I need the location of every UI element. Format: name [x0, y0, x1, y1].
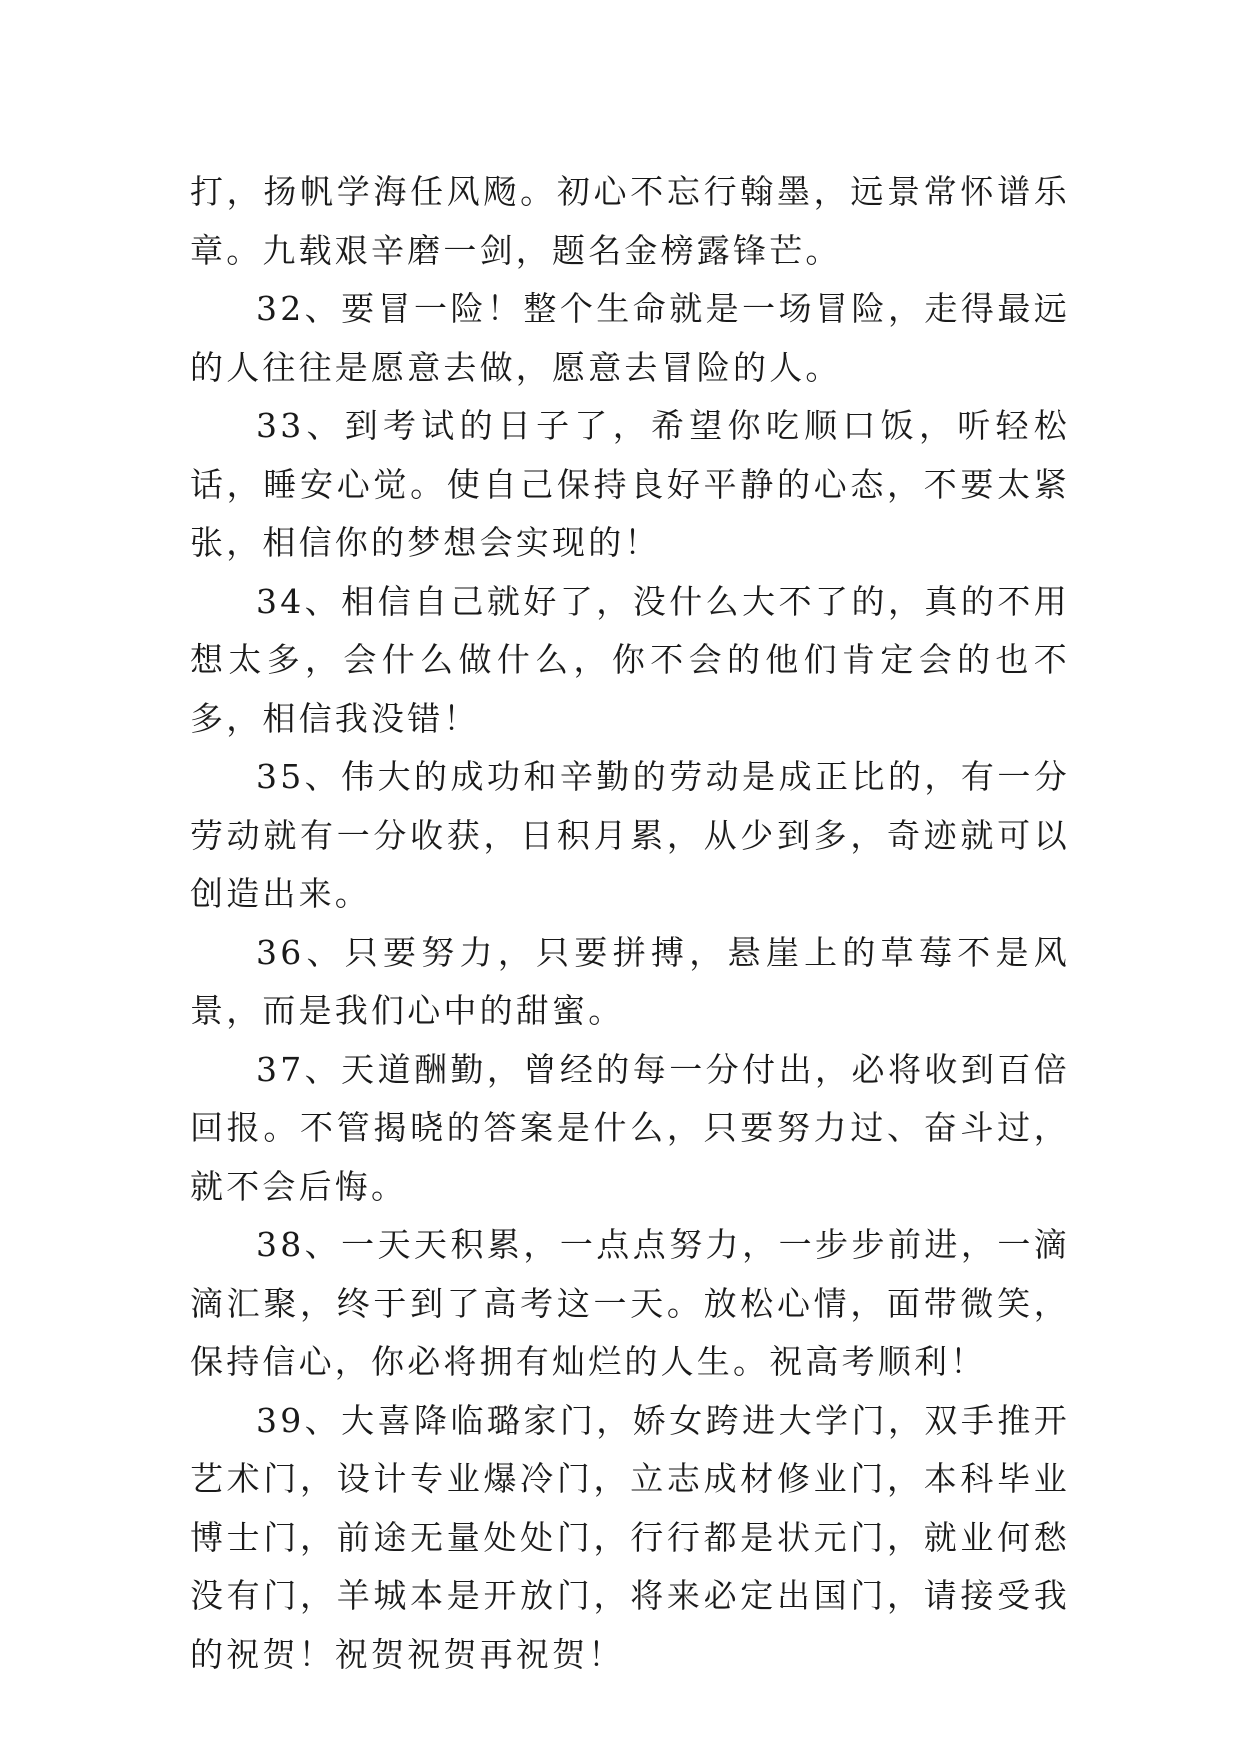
paragraph-continuation: 打，扬帆学海任风飏。初心不忘行翰墨，远景常怀谱乐章。九载艰辛磨一剑，题名金榜露锋芒。	[190, 172, 1070, 270]
document-body	[190, 163, 1070, 1684]
paragraph-37: 37、天道酬勤，曾经的每一分付出，必将收到百倍回报。不管揭晓的答案是什么，只要努力过、奋斗过，就不会后悔。	[190, 1049, 1070, 1206]
paragraph-33: 33、到考试的日子了，希望你吃顺口饭，听轻松话，睡安心觉。使自己保持良好平静的心态，不要太紧张，相信你的梦想会实现的！	[190, 406, 1070, 562]
paragraph-38: 38、一天天积累，一点点努力，一步步前进，一滴滴汇聚，终于到了高考这一天。放松心情，面带微笑，保持信心，你必将拥有灿烂的人生。祝高考顺利！	[190, 1225, 1070, 1381]
paragraph-39: 39、大喜降临璐家门，娇女跨进大学门，双手推开艺术门，设计专业爆冷门，立志成材修业门，本科毕业博士门，前途无量处处门，行行都是状元门，就业何愁没有门，羊城本是开放门，将来必定出国门，请接受我的祝贺！祝贺祝贺再祝贺！	[190, 1400, 1070, 1674]
paragraph-32: 32、要冒一险！整个生命就是一场冒险，走得最远的人往往是愿意去做，愿意去冒险的人。	[190, 289, 1070, 387]
paragraph-34: 34、相信自己就好了，没什么大不了的，真的不用想太多，会什么做什么，你不会的他们肯定会的也不多，相信我没错！	[190, 581, 1070, 738]
paragraph-36: 36、只要努力，只要拼搏，悬崖上的草莓不是风景，而是我们心中的甜蜜。	[190, 932, 1070, 1030]
paragraph-35: 35、伟大的成功和辛勤的劳动是成正比的，有一分劳动就有一分收获，日积月累，从少到多，奇迹就可以创造出来。	[190, 757, 1070, 913]
